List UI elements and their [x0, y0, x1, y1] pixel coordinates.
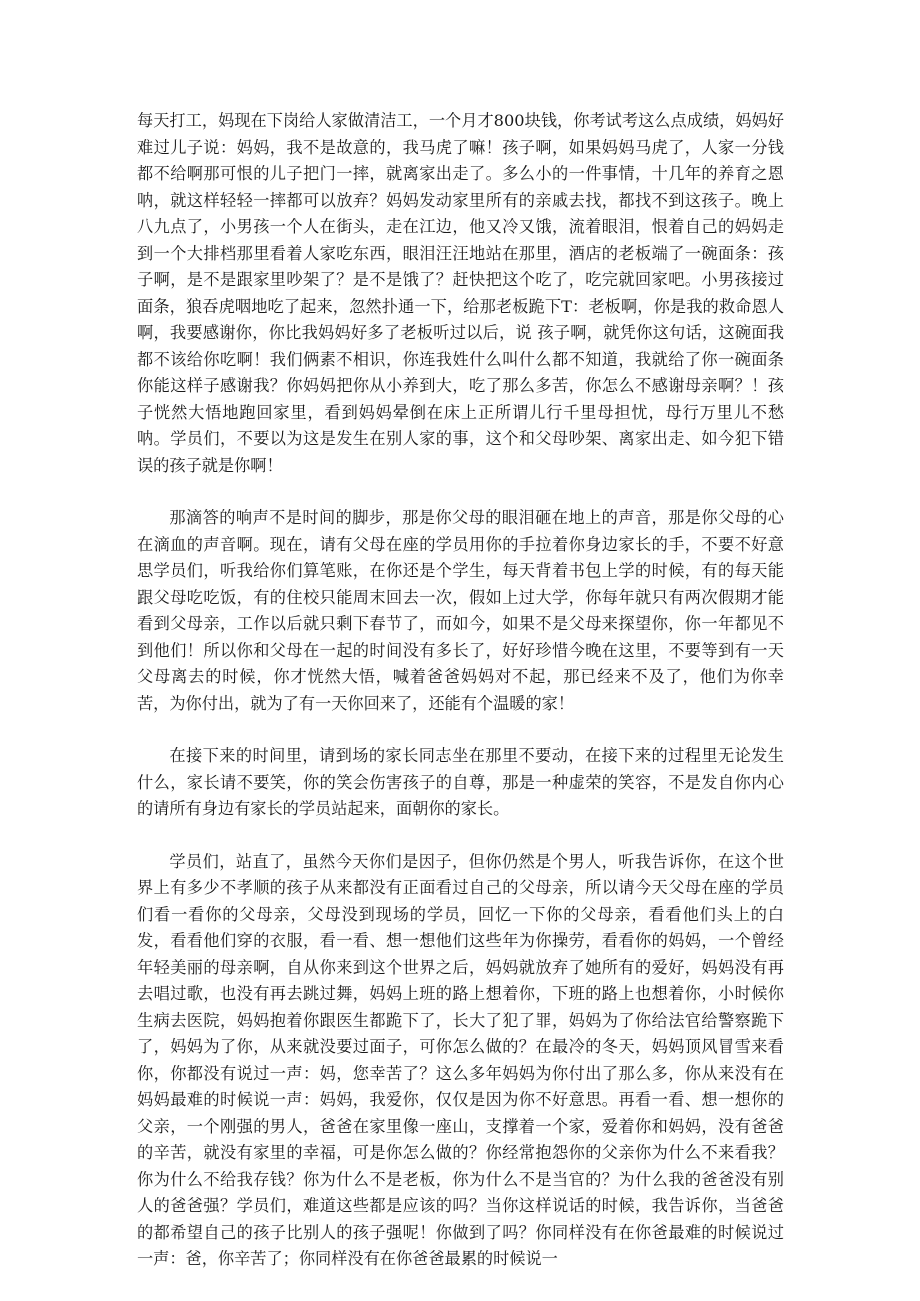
document-body — [137, 108, 784, 1273]
paragraph-1: 每天打工，妈现在下岗给人家做清洁工，一个月才800块钱，你考试考这么点成绩，妈妈好难过儿子说：妈妈，我不是故意的，我马虎了嘛！孩子啊，如果妈妈马虎了，人家一分钱都不给啊那可恨的儿子把门一摔，就离家出走了。多么小的一件事情，十几年的养育之恩呐，就这样轻轻一摔都可以放弃？妈妈发动家里所有的亲戚去找，都找不到这孩子。晚上八九点了，小男孩一个人在街头，走在江边，他又冷又饿，流着眼泪，恨着自己的妈妈走到一个大排档那里看着人家吃东西，眼泪汪汪地站在那里，酒店的老板端了一碗面条：孩子啊，是不是跟家里吵架了？是不是饿了？赶快把这个吃了，吃完就回家吧。小男孩接过面条，狼吞虎咽地吃了起来，忽然扑通一下，给那老板跪下T：老板啊，你是我的救命恩人啊，我要感谢你，你比我妈妈好多了老板听过以后，说 孩子啊，就凭你这句话，这碗面我都不该给你吃啊！我们俩素不相识，你连我姓什么叫什么都不知道，我就给了你一碗面条你能这样子感谢我？你妈妈把你从小养到大，吃了那么多苦，你怎么不感谢母亲啊？！孩子恍然大悟地跑回家里，看到妈妈晕倒在床上正所谓儿行千里母担忧，母行万里儿不愁呐。学员们，不要以为这是发生在别人家的事，这个和父母吵架、离家出走、如今犯下错误的孩子就是你啊！ — [137, 111, 784, 475]
paragraph-spacer — [137, 823, 784, 849]
paragraph-spacer — [137, 717, 784, 743]
paragraph-4: 学员们，站直了，虽然今天你们是因子，但你仍然是个男人，听我告诉你，在这个世界上有多少不孝顺的孩子从来都没有正面看过自己的父母亲，所以请今天父母在座的学员们看一看你的父母亲，父母没到现场的学员，回忆一下你的父母亲，看看他们头上的白发，看看他们穿的衣服，看一看、想一想他们这些年为你操劳，看看你的妈妈，一个曾经年轻美丽的母亲啊，自从你来到这个世界之后，妈妈就放弃了她所有的爱好，妈妈没有再去唱过歌，也没有再去跳过舞，妈妈上班的路上想着你，下班的路上也想着你，小时候你生病去医院，妈妈抱着你跟医生都跪下了，长大了犯了罪，妈妈为了你给法官给警察跪下了，妈妈为了你，从来就没要过面子，可你怎么做的？在最冷的冬天，妈妈顶风冒雪来看你，你都没有说过一声：妈，您幸苦了？这么多年妈妈为你付出了那么多，你从来没有在妈妈最难的时候说一声：妈妈，我爱你，仅仅是因为你不好意思。再看一看、想一想你的父亲，一个刚强的男人，爸爸在家里像一座山，支撑着一个家，爱着你和妈妈，没有爸爸的辛苦，就没有家里的幸福，可是你怎么做的？你经常抱怨你的父亲你为什么不来看我？你为什么不给我存钱？你为什么不是老板，你为什么不是当官的？为什么我的爸爸没有别人的爸爸强？学员们，难道这些都是应该的吗？当你这样说话的时候，我告诉你，当爸爸的都希望自己的孩子比别人的孩子强呢！你做到了吗？你同样没有在你爸最难的时候说过一声：爸，你辛苦了；你同样没有在你爸爸最累的时候说一 — [137, 851, 784, 1268]
paragraph-2: 那滴答的响声不是时间的脚步，那是你父母的眼泪砸在地上的声音，那是你父母的心在滴血的声音啊。现在，请有父母在座的学员用你的手拉着你身边家长的手，不要不好意思学员们，听我给你们算笔账，在你还是个学生，每天背着书包上学的时候，有的每天能跟父母吃吃饭，有的住校只能周末回去一次，假如上过大学，你每年就只有两次假期才能看到父母亲，工作以后就只剩下春节了，而如今，如果不是父母来探望你，你一年都见不到他们！所以你和父母在一起的时间没有多长了，好好珍惜今晚在这里，不要等到有一天父母离去的时候，你才恍然大悟，喊着爸爸妈妈对不起，那已经来不及了，他们为你幸苦，为你付出，就为了有一天你回来了，还能有个温暖的家！ — [137, 508, 784, 713]
paragraph-spacer — [137, 479, 784, 505]
paragraph-3: 在接下来的时间里，请到场的家长同志坐在那里不要动，在接下来的过程里无论发生什么，家长请不要笑，你的笑会伤害孩子的自尊，那是一种虚荣的笑容，不是发自你内心的请所有身边有家长的学员站起来，面朝你的家长。 — [137, 746, 784, 818]
